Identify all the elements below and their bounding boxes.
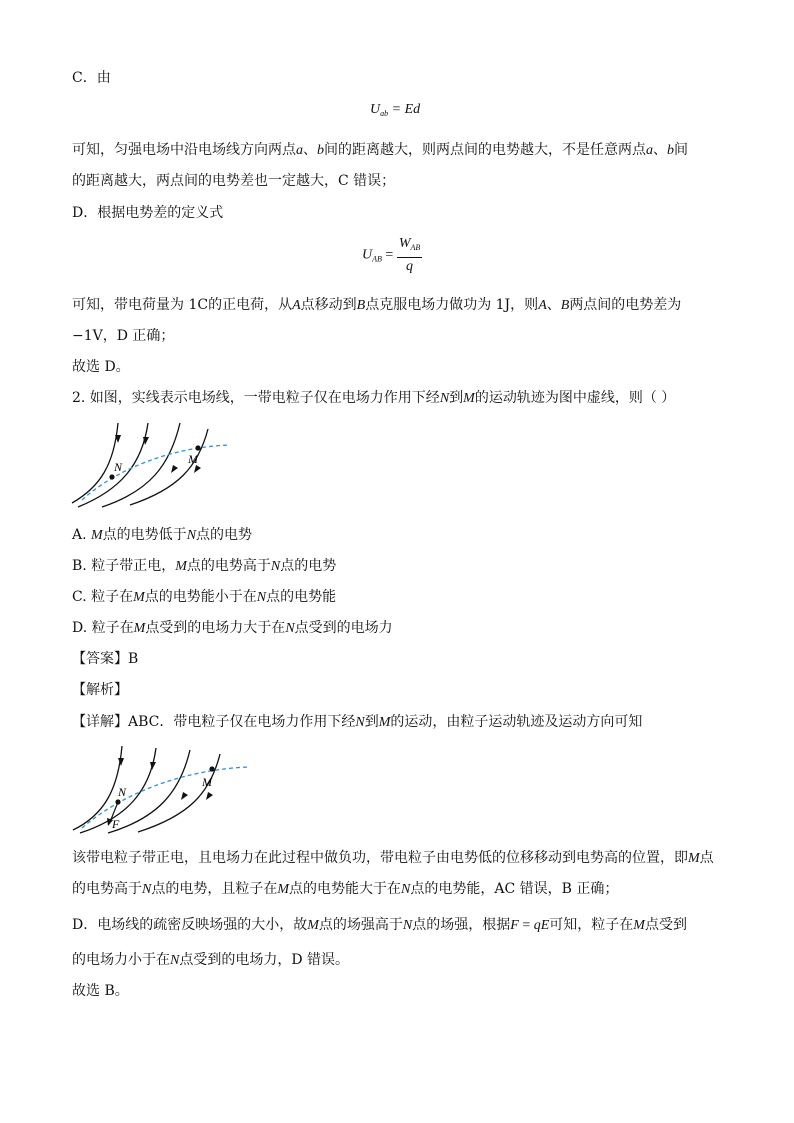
option-d[interactable]: D. 粒子在M点受到的电场力大于在N点受到的电场力 [72,620,393,636]
c-text-line2: 的距离越大，两点间的电势差也一定越大，C 错误； [72,173,396,189]
analysis-para-line2: 的电势高于N点的电势，且粒子在M点的电势能大于在N点的电势能，AC 错误，B 正确； [72,881,619,897]
c-text-line1: 可知，匀强电场中沿电场线方向两点a、b间的距离越大，则两点间的电势越大，不是任意两点a、b间 [72,142,688,158]
equation-uab-definition: $U_{AB}$ = $\frac{W_{AB}}{q}$ [362,236,421,274]
figure2-label-f: F [112,817,120,831]
option-c[interactable]: C. 粒子在M点的电势能小于在N点的电势能 [72,589,337,605]
question-2: 2. 如图，实线表示电场线，一带电粒子仅在电场力作用下经N到M的运动轨迹为图中虚线，则（ ） [72,390,676,406]
figure2-label-n: N [118,785,127,799]
field-lines-figure-2 [70,740,255,835]
analysis-para-line3: D．电场线的疏密反映场强的大小，故M点的场强高于N点的场强，根据F = qE可知，粒子在M点受到 [72,917,687,933]
analysis-para-line4: 的电场力小于在N点受到的电场力，D 错误。 [72,952,350,968]
analysis-label: 【解析】 [72,682,128,698]
figure2-label-m: M [202,775,212,789]
d-text-line1: 可知，带电荷量为 1C的正电荷，从A点移动到B点克服电场力做功为 1J，则A、B两点间的电势差为 [72,297,682,313]
detail-line: 【详解】ABC．带电粒子仅在电场力作用下经N到M的运动，由粒子运动轨迹及运动方向可知 [72,714,643,730]
answer-label: 【答案】B [72,651,139,667]
d-intro: D．根据电势差的定义式 [72,205,224,221]
d-choose: 故选 D。 [72,359,130,375]
c-intro: C．由 [72,70,111,86]
field-lines-figure-1 [70,415,240,510]
equation-u-ed: $U_{ab} = Ed$ [370,102,421,118]
option-b[interactable]: B. 粒子带正电，M点的电势高于N点的电势 [72,558,337,574]
analysis-para-line1: 该带电粒子带正电，且电场力在此过程中做负功，带电粒子由电势低的位移移动到电势高的位置，即M点 [72,850,714,866]
fraction: $\frac{W_{AB}}{q}$ [398,236,421,274]
figure1-label-m: M [188,452,198,466]
d-text-line2: −1V，D 正确； [72,328,175,344]
figure1-label-n: N [114,460,123,474]
final-choose: 故选 B。 [72,983,129,999]
option-a[interactable]: A. M点的电势低于N点的电势 [72,527,253,543]
